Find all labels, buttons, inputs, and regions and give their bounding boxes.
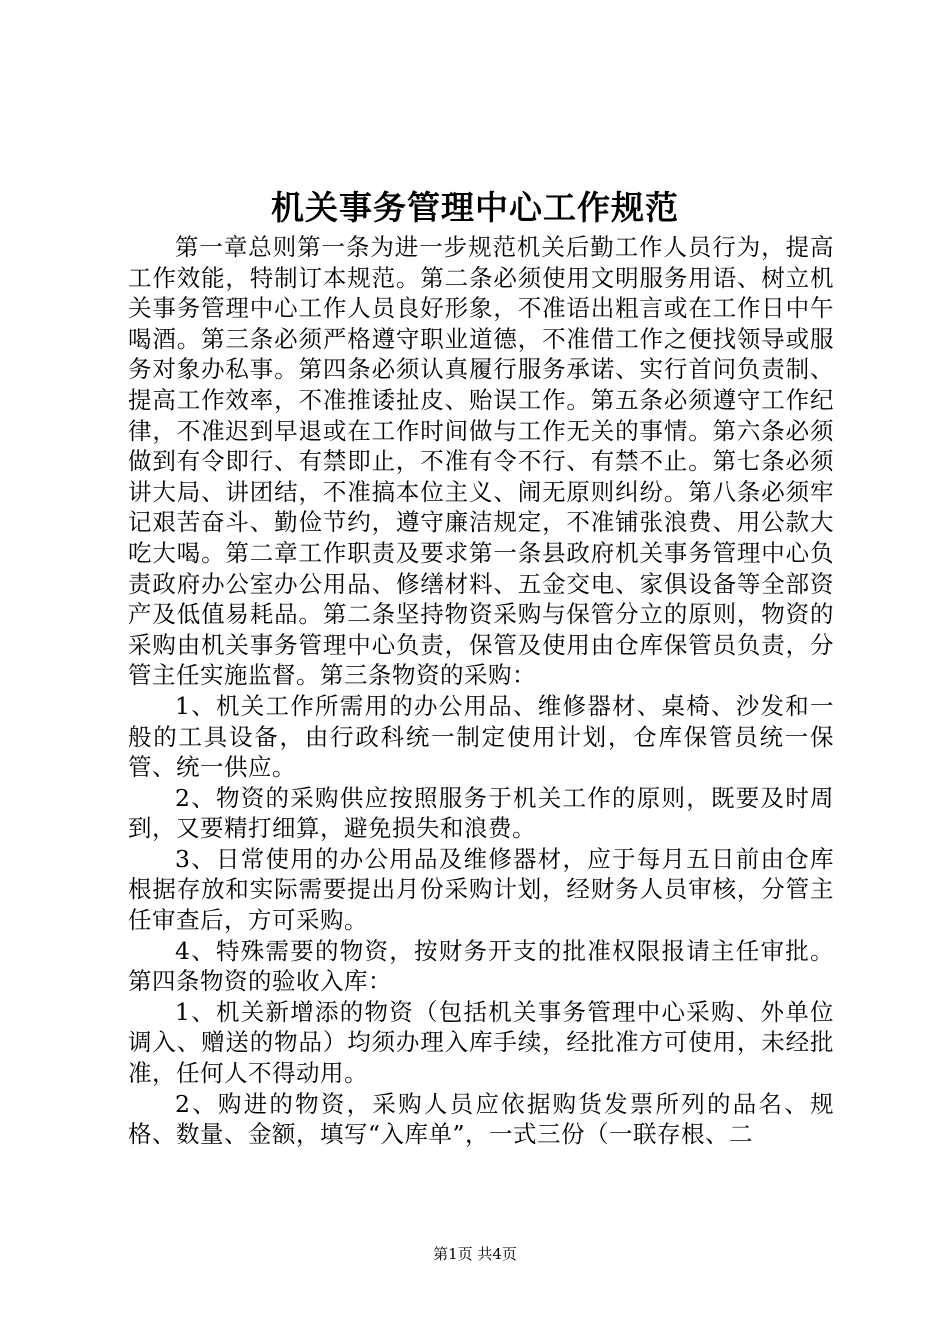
document-body xyxy=(128,232,834,1150)
body-paragraph: 1、机关新增添的物资（包括机关事务管理中心采购、外单位调入、赠送的物品）均须办理入库手续，经批准方可使用，未经批准，任何人不得动用。 xyxy=(128,997,834,1088)
body-paragraph: 4、特殊需要的物资，按财务开支的批准权限报请主任审批。第四条物资的验收入库： xyxy=(128,936,834,996)
body-paragraph: 2、购进的物资，采购人员应依据购货发票所列的品名、规格、数量、金额，填写“入库单”，一式三份（一联存根、二 xyxy=(128,1089,834,1149)
body-paragraph: 2、物资的采购供应按照服务于机关工作的原则，既要及时周到，又要精打细算，避免损失和浪费。 xyxy=(128,783,834,843)
page-number-footer: 第1页 共4页 xyxy=(433,1245,517,1263)
document-title: 机关事务管理中心工作规范 xyxy=(271,188,679,227)
body-paragraph: 第一章总则第一条为进一步规范机关后勤工作人员行为，提高工作效能，特制订本规范。第二条必须使用文明服务用语、树立机关事务管理中心工作人员良好形象，不准语出粗言或在工作日中午喝酒。第三条必须严格遵守职业道德，不准借工作之便找领导或服务对象办私事。第四条必须认真履行服务承诺、实行首问负责制、提高工作效率，不准推诿扯皮、贻误工作。第五条必须遵守工作纪律，不准迟到早退或在工作时间做与工作无关的事情。第六条必须做到有令即行、有禁即止，不准有令不行、有禁不止。第七条必须讲大局、讲团结，不准搞本位主义、闹无原则纠纷。第八条必须牢记艰苦奋斗、勤俭节约，遵守廉洁规定，不准铺张浪费、用公款大吃大喝。第二章工作职责及要求第一条县政府机关事务管理中心负责政府办公室办公用品、修缮材料、五金交电、家俱设备等全部资产及低值易耗品。第二条坚持物资采购与保管分立的原则，物资的采购由机关事务管理中心负责，保管及使用由仓库保管员负责，分管主任实施监督。第三条物资的采购： xyxy=(128,233,834,690)
body-paragraph: 3、日常使用的办公用品及维修器材，应于每月五日前由仓库根据存放和实际需要提出月份采购计划，经财务人员审核，分管主任审查后，方可采购。 xyxy=(128,844,834,935)
body-paragraph: 1、机关工作所需用的办公用品、维修器材、桌椅、沙发和一般的工具设备，由行政科统一制定使用计划，仓库保管员统一保管、统一供应。 xyxy=(128,691,834,782)
